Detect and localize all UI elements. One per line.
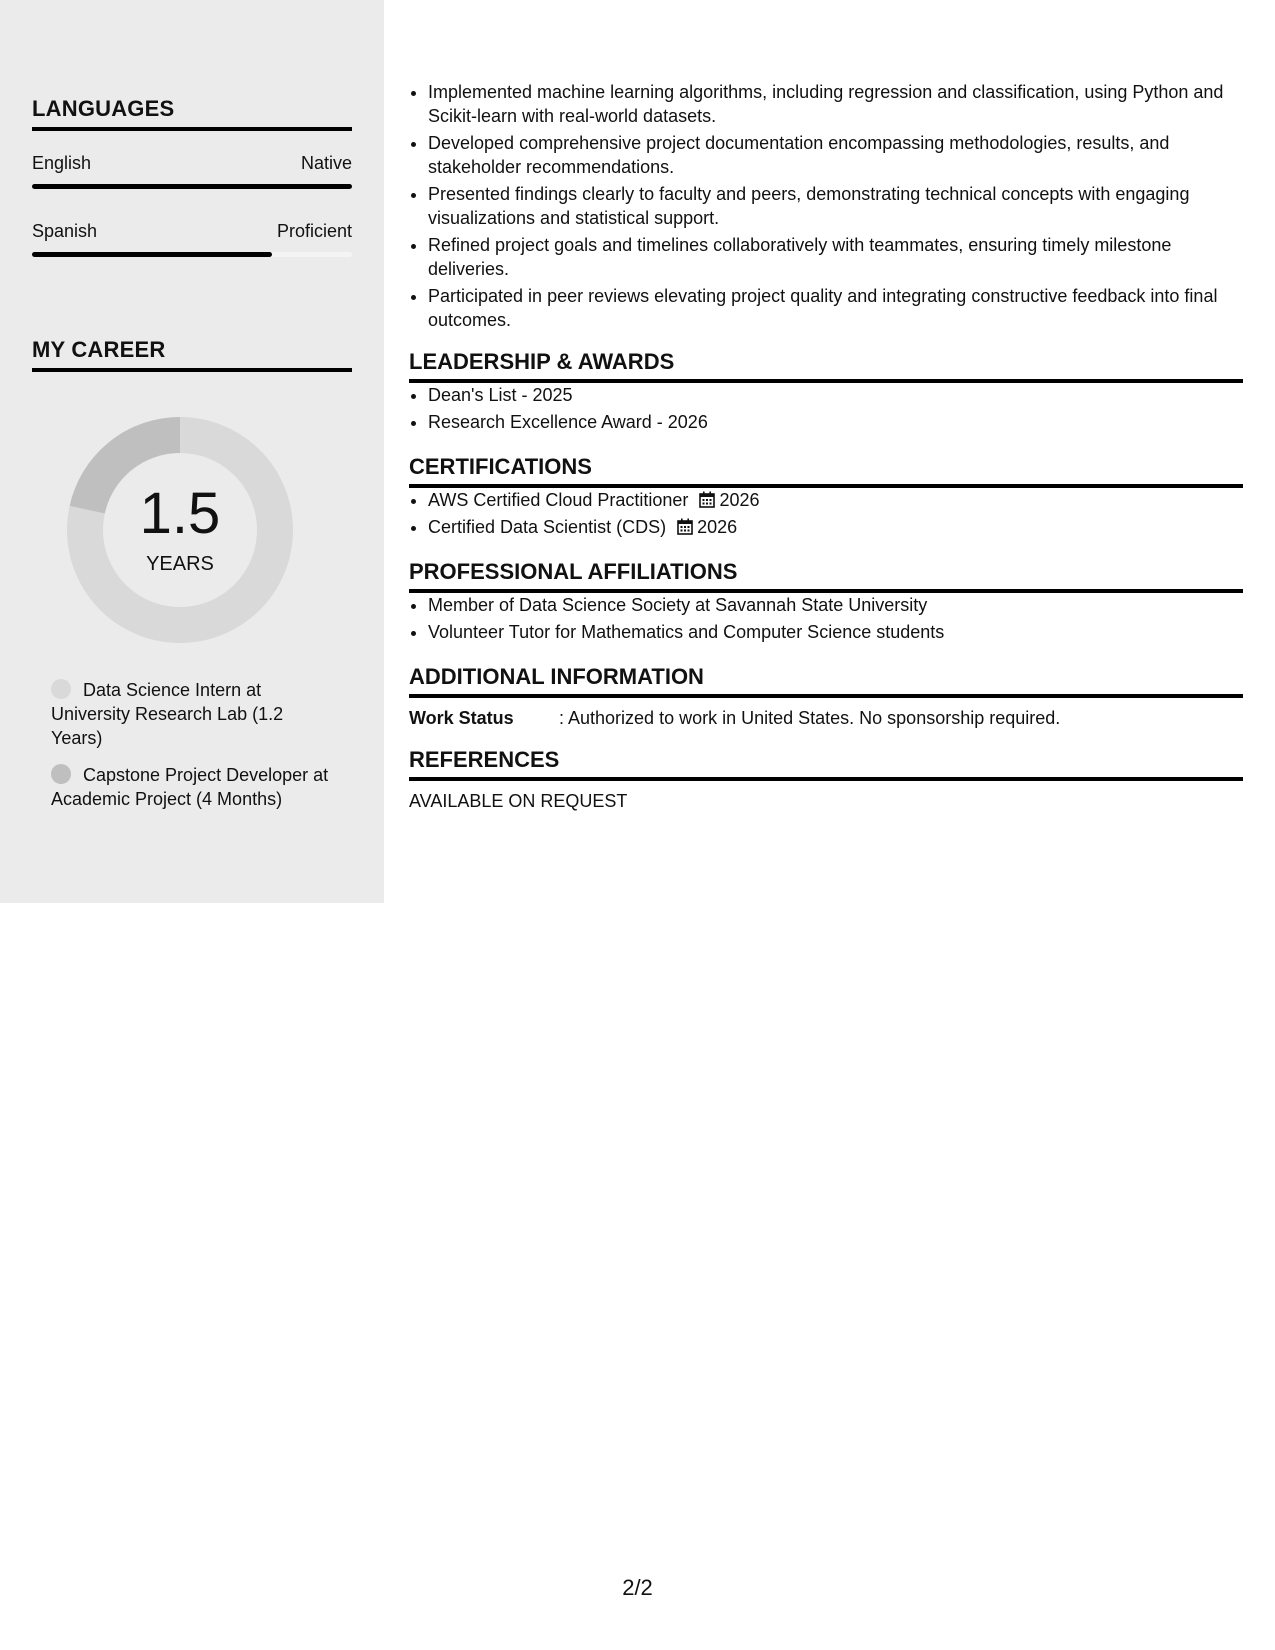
language-proficiency-bar [32,252,352,257]
language-level: Native [300,153,352,173]
leadership-section [409,349,1243,434]
career-legend-item [51,763,331,811]
experience-bullet: • Participated in peer reviews elevating project quality and integrating constructive feedback into final outcomes. [428,284,1243,332]
certification-name: AWS Certified Cloud Practitioner [428,490,689,510]
page-number: 2/2 [622,1575,653,1600]
leadership-item: • Dean's List - 2025 [428,383,1243,407]
experience-bullets [409,80,1243,332]
legend-dot [51,764,71,784]
certifications-title: CERTIFICATIONS [409,454,1243,488]
additional-info-title: ADDITIONAL INFORMATION [409,664,1243,698]
career-legend-label: Data Science Intern at University Research Lab (1.2 Years) [51,680,284,748]
languages-section [32,96,352,257]
affiliation-item: • Volunteer Tutor for Mathematics and Computer Science students [428,620,1243,644]
donut-center [67,417,293,643]
language-level: Proficient [276,221,352,241]
language-name: English [32,153,92,173]
certification-name: Certified Data Scientist (CDS) [428,517,667,537]
work-status-label: Work Status [409,708,514,728]
certification-year: 2026 [697,517,738,537]
affiliations-title: PROFESSIONAL AFFILIATIONS [409,559,1243,593]
language-proficiency-fill [32,184,352,189]
language-item [32,153,352,189]
references-title: REFERENCES [409,747,1243,781]
career-title: MY CAREER [32,337,352,372]
affiliations-list [409,593,1243,644]
language-proficiency-bar [32,184,352,189]
certification-item [428,488,1243,512]
leadership-list [409,383,1243,434]
career-total-value: 1.5 [139,481,221,546]
career-legend-label: Capstone Project Developer at Academic Project (4 Months) [51,765,329,809]
additional-info-section [409,664,1243,729]
legend-dot [51,679,71,699]
experience-bullet: • Refined project goals and timelines collaboratively with teammates, ensuring timely milestone deliveries. [428,233,1243,281]
career-section [32,337,352,372]
experience-bullet: • Implemented machine learning algorithms, including regression and classification, using Python and Scikit-learn with real-world datasets. [428,80,1243,128]
references-section [409,747,1243,812]
work-status-value: : Authorized to work in United States. No sponsorship required. [559,708,1061,728]
language-proficiency-fill [32,252,272,257]
affiliations-section [409,559,1243,644]
career-total-unit: YEARS [146,553,214,575]
career-legend [51,678,331,824]
leadership-title: LEADERSHIP & AWARDS [409,349,1243,383]
languages-title: LANGUAGES [32,96,352,131]
references-text: AVAILABLE ON REQUEST [409,791,628,811]
calendar-icon [699,491,715,508]
career-legend-item [51,678,331,750]
certifications-list [409,488,1243,539]
certification-item [428,515,1243,539]
affiliation-item: • Member of Data Science Society at Savannah State University [428,593,1243,617]
language-name: Spanish [32,221,98,241]
work-status-row [409,707,1243,729]
certifications-section [409,454,1243,539]
career-donut-chart [67,417,293,643]
language-item [32,221,352,257]
certification-year: 2026 [719,490,760,510]
main-content [409,80,1243,812]
experience-bullet: • Developed comprehensive project documentation encompassing methodologies, results, and stakeholder recommendations. [428,131,1243,179]
leadership-item: • Research Excellence Award - 2026 [428,410,1243,434]
experience-bullet: • Presented findings clearly to faculty and peers, demonstrating technical concepts with engaging visualizations and statistical support. [428,182,1243,230]
calendar-icon [677,518,693,535]
sidebar [0,0,384,903]
